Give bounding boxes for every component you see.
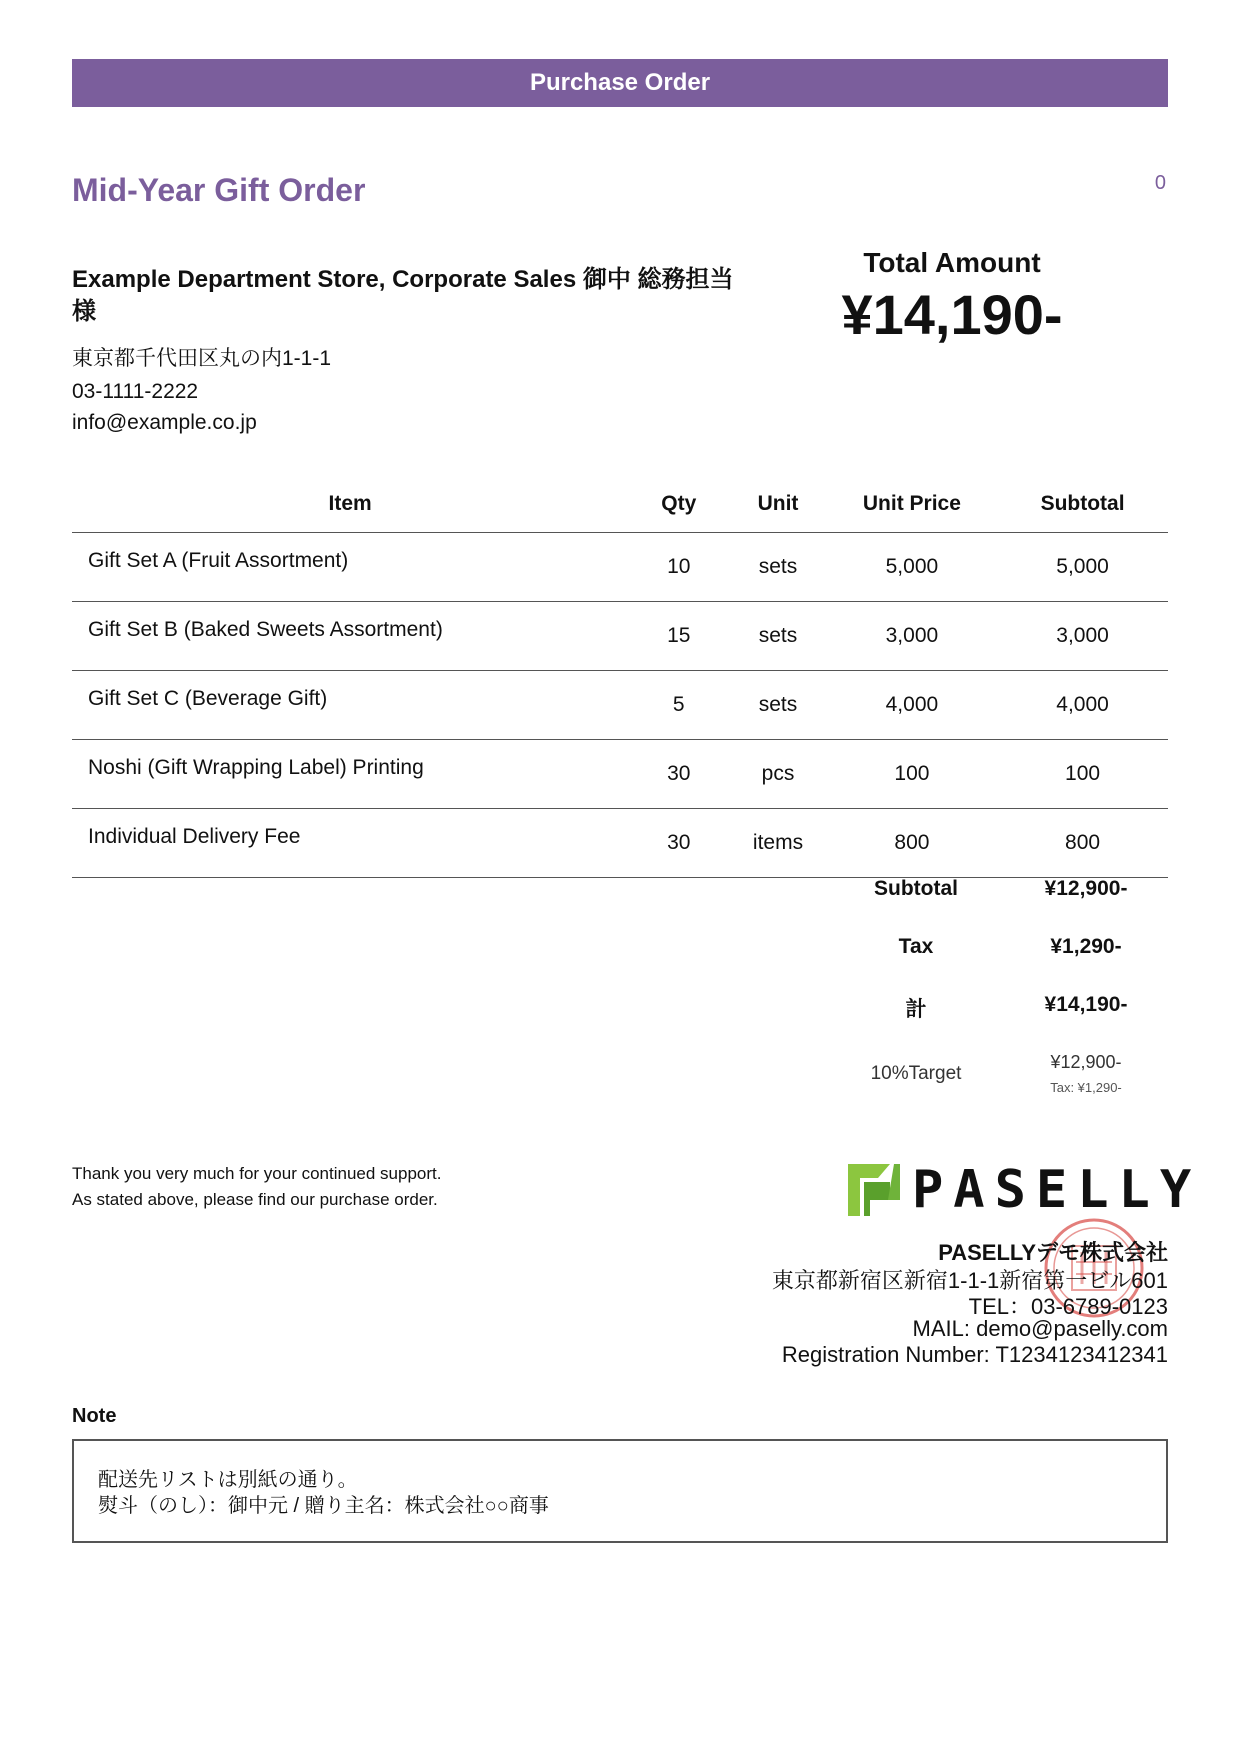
note-line-1: 配送先リストは別紙の通り。	[98, 1469, 358, 1491]
grand-total-label: 計	[905, 998, 927, 1021]
client-phone: 03-1111-2222	[72, 380, 199, 403]
header-unit-price: Unit Price	[827, 476, 997, 533]
table-header-row	[72, 476, 1168, 533]
header-subtotal: Subtotal	[997, 476, 1168, 533]
document-banner: Purchase Order	[72, 59, 1168, 107]
issuer-address: 東京都新宿区新宿1-1-1新宿第一ビル601	[771, 1268, 1168, 1293]
tax-target-amount: ¥12,900-	[1050, 1052, 1122, 1072]
subtotal-label: Subtotal	[874, 877, 958, 900]
table-row	[72, 602, 1168, 671]
tax-target-label: 10%Target	[870, 1063, 962, 1084]
total-amount-value: ¥14,190-	[841, 283, 1063, 346]
client-email: info@example.co.jp	[72, 411, 257, 434]
row-item: Gift Set B (Baked Sweets Assortment)	[72, 602, 628, 671]
row-unit-price: 100	[827, 740, 997, 809]
issuer-name: PASELLYデモ株式会社	[938, 1240, 1168, 1265]
tax-label: Tax	[898, 935, 934, 958]
row-unit: sets	[729, 533, 826, 602]
company-logo-text: PASELLY	[912, 1160, 1202, 1220]
grand-total-value: ¥14,190-	[1044, 993, 1128, 1016]
row-subtotal: 100	[997, 740, 1168, 809]
issuer-registration: Registration Number: T1234123412341	[781, 1342, 1168, 1367]
subtotal-value: ¥12,900-	[1044, 877, 1128, 900]
row-unit-price: 800	[827, 809, 997, 878]
row-unit-price: 4,000	[827, 671, 997, 740]
row-unit: sets	[729, 602, 826, 671]
row-subtotal: 3,000	[997, 602, 1168, 671]
order-title: Mid-Year Gift Order	[72, 172, 366, 208]
row-subtotal: 5,000	[997, 533, 1168, 602]
note-label: Note	[72, 1405, 117, 1427]
tax-value: ¥1,290-	[1050, 935, 1122, 958]
thanks-line-1: Thank you very much for your continued support.	[72, 1164, 442, 1183]
row-unit-price: 3,000	[827, 602, 997, 671]
note-box	[72, 1439, 1168, 1543]
header-qty: Qty	[628, 476, 729, 533]
row-qty: 10	[628, 533, 729, 602]
total-amount-label: Total Amount	[863, 247, 1041, 278]
row-qty: 30	[628, 809, 729, 878]
table-row	[72, 740, 1168, 809]
row-subtotal: 800	[997, 809, 1168, 878]
row-unit-price: 5,000	[827, 533, 997, 602]
table-row	[72, 533, 1168, 602]
row-subtotal: 4,000	[997, 671, 1168, 740]
table-row	[72, 671, 1168, 740]
items-table	[72, 476, 1168, 878]
row-item: Gift Set C (Beverage Gift)	[72, 671, 628, 740]
table-row	[72, 809, 1168, 878]
issuer-mail: MAIL: demo@paselly.com	[912, 1316, 1168, 1341]
document-number: 0	[1154, 172, 1166, 194]
thanks-line-2: As stated above, please find our purchase order.	[72, 1190, 438, 1209]
issuer-tel: TEL：03-6789-0123	[968, 1294, 1168, 1319]
client-address: 東京都千代田区丸の内1-1-1	[72, 347, 332, 370]
header-unit: Unit	[729, 476, 826, 533]
row-unit: sets	[729, 671, 826, 740]
row-qty: 30	[628, 740, 729, 809]
row-item: Individual Delivery Fee	[72, 809, 628, 878]
row-unit: pcs	[729, 740, 826, 809]
header-item: Item	[72, 476, 628, 533]
note-line-2: 熨斗（のし）：御中元 / 贈り主名：株式会社○○商事	[98, 1495, 549, 1517]
row-qty: 15	[628, 602, 729, 671]
tax-target-tax: Tax: ¥1,290-	[1050, 1080, 1122, 1095]
row-qty: 5	[628, 671, 729, 740]
row-unit: items	[729, 809, 826, 878]
row-item: Noshi (Gift Wrapping Label) Printing	[72, 740, 628, 809]
client-name: Example Department Store, Corporate Sales 御中 総務担当 様	[72, 266, 734, 325]
company-logo-icon	[838, 1158, 908, 1220]
row-item: Gift Set A (Fruit Assortment)	[72, 533, 628, 602]
